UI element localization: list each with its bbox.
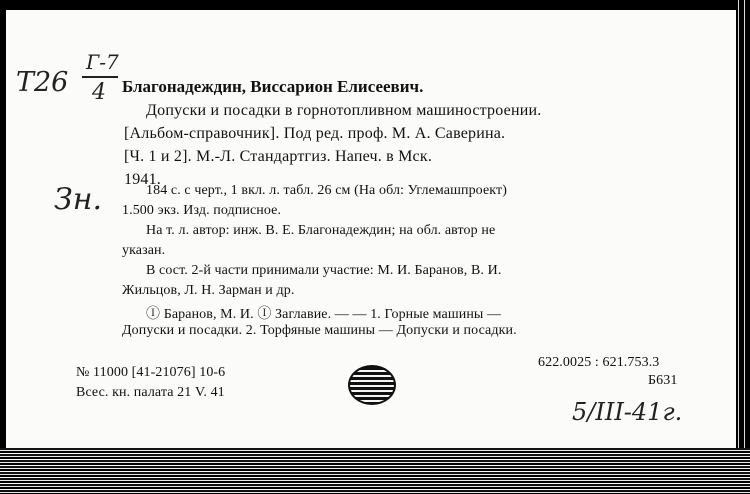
title-line: 1941. bbox=[124, 171, 161, 188]
shelfmark-top: Г-7 bbox=[86, 50, 119, 74]
author-heading: Благонадеждин, Виссарион Елисеевич. bbox=[122, 77, 424, 96]
handwritten-note: Зн. bbox=[54, 182, 102, 217]
note-line: Жильцов, Л. Н. Зарман и др. bbox=[122, 283, 295, 298]
note-line: 184 с. с черт., 1 вкл. л. табл. 26 см (На обл: Углемашпроект) bbox=[146, 183, 507, 198]
record-number: № 11000 [41-21076] 10-6 bbox=[76, 365, 226, 380]
title-line: Допуски и посадки в горнотопливном машиностроении. bbox=[146, 102, 542, 119]
cutter-number: Б631 bbox=[648, 373, 678, 388]
note-line: Допуски и посадки. 2. Торфяные машины — Допуски и посадки. bbox=[122, 323, 517, 338]
shelfmark-left: Т26 bbox=[16, 67, 69, 98]
scan-border-right bbox=[736, 0, 750, 494]
note-line: 1.500 экз. Изд. подписное. bbox=[122, 203, 282, 218]
scan-border-top bbox=[0, 0, 750, 10]
scan-border-bottom bbox=[0, 448, 750, 494]
note-line: указан. bbox=[122, 243, 166, 258]
title-line: [Альбом-справочник]. Под ред. проф. М. А. Саверина. bbox=[124, 125, 506, 142]
title-line: [Ч. 1 и 2]. М.-Л. Стандартгиз. Напеч. в Мск. bbox=[124, 148, 433, 165]
chamber-stamp: Всес. кн. палата 21 V. 41 bbox=[76, 385, 225, 400]
shelfmark-fraction-line bbox=[82, 76, 118, 78]
note-line: В сост. 2-й части принимали участие: М. И. Баранов, В. И. bbox=[146, 263, 502, 278]
note-line: На т. л. автор: инж. В. Е. Благонадеждин; на обл. автор не bbox=[146, 223, 496, 238]
shelfmark-bottom: 4 bbox=[92, 80, 106, 105]
punch-hole bbox=[348, 365, 396, 405]
note-line: Ⓘ Баранов, М. И. Ⓘ Заглавие. — — 1. Горные машины — bbox=[146, 307, 502, 322]
handwritten-date: 5/III-41г. bbox=[572, 398, 683, 426]
classification-code: 622.0025 : 621.753.3 bbox=[538, 355, 660, 370]
